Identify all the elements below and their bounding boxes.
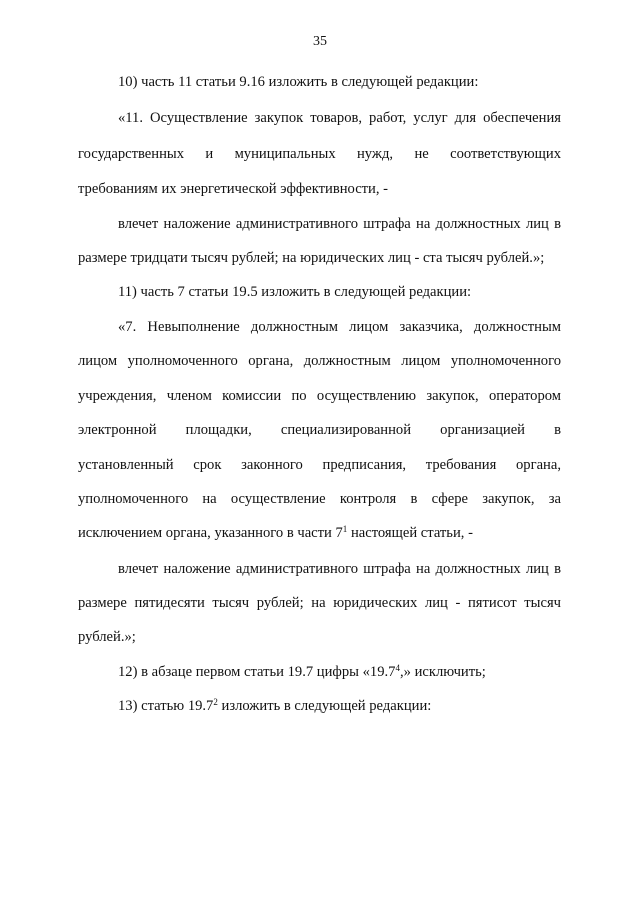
quoted-paragraph-7-line: установленный срок законного предписания, требования органа, — [78, 457, 561, 473]
superscript: 2 — [213, 697, 218, 707]
page-number: 35 — [313, 34, 327, 49]
text: исключением органа, указанного в части 7 — [78, 525, 343, 541]
paragraph-item-12 — [78, 663, 561, 681]
penalty-paragraph-line: влечет наложение административного штрафа на должностных лиц в — [118, 216, 561, 232]
penalty-paragraph-line: влечет наложение административного штрафа на должностных лиц в — [118, 561, 561, 577]
quoted-paragraph-7-line — [78, 524, 561, 542]
text: изложить в следующей редакции: — [217, 698, 432, 714]
text: 12) в абзаце первом статьи 19.7 цифры «19.7 — [118, 664, 396, 680]
quoted-paragraph-7-line: учреждения, членом комиссии по осуществлению закупок, оператором — [78, 388, 561, 404]
quoted-paragraph-7-line: «7. Невыполнение должностным лицом заказчика, должностным — [118, 319, 561, 335]
quoted-paragraph-11-line: государственных и муниципальных нужд, не соответствующих — [78, 146, 561, 162]
text: 13) статью 19.7 — [118, 698, 214, 714]
text: настоящей статьи, - — [347, 525, 473, 541]
penalty-paragraph-line: рублей.»; — [78, 629, 136, 645]
paragraph-item-11: 11) часть 7 статьи 19.5 изложить в следующей редакции: — [118, 284, 472, 300]
quoted-paragraph-7-line: электронной площадки, специализированной организацией в — [78, 422, 561, 438]
penalty-paragraph-line: размере пятидесяти тысяч рублей; на юридических лиц - пятисот тысяч — [78, 595, 561, 611]
quoted-paragraph-11-line: «11. Осуществление закупок товаров, работ, услуг для обеспечения — [118, 110, 561, 126]
paragraph-item-10: 10) часть 11 статьи 9.16 изложить в следующей редакции: — [118, 74, 479, 90]
penalty-paragraph-line: размере тридцати тысяч рублей; на юридических лиц - ста тысяч рублей.»; — [78, 250, 545, 266]
paragraph-item-13 — [78, 697, 561, 715]
quoted-paragraph-11-line: требованиям их энергетической эффективности, - — [78, 181, 389, 197]
superscript: 1 — [342, 524, 348, 534]
text: ,» исключить; — [399, 664, 486, 680]
quoted-paragraph-7-line: уполномоченного на осуществление контроля в сфере закупок, за — [78, 491, 561, 507]
superscript: 4 — [395, 663, 400, 673]
quoted-paragraph-7-line: лицом уполномоченного органа, должностным лицом уполномоченного — [78, 353, 561, 369]
